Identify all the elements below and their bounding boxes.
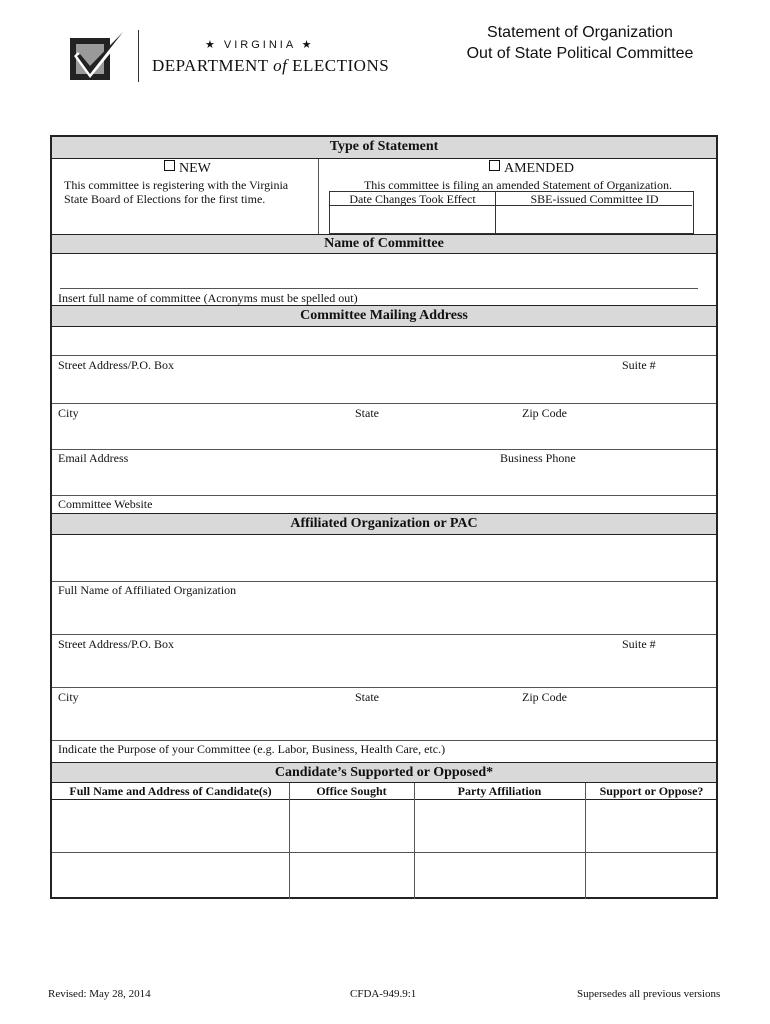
header-divider — [138, 30, 139, 82]
candidates-col-party: Party Affiliation — [457, 784, 542, 798]
mailing-suite-label: Suite # — [622, 358, 656, 372]
virginia-label: ★ VIRGINIA ★ — [205, 39, 315, 51]
affiliated-street-line[interactable] — [52, 634, 716, 635]
virginia-elections-logo — [68, 28, 128, 82]
candidates-heading: Candidate’s Supported or Opposed* — [52, 762, 716, 783]
mailing-email-line[interactable] — [52, 449, 716, 450]
new-description-2: State Board of Elections for the first time. — [64, 192, 266, 206]
mailing-state-label: State — [355, 406, 379, 420]
mailing-website-line[interactable] — [52, 495, 716, 496]
candidates-divider-2 — [414, 783, 415, 899]
candidates-col-support: Support or Oppose? — [599, 784, 704, 798]
statement-form — [50, 135, 718, 899]
affiliated-zip-label: Zip Code — [522, 690, 567, 704]
new-checkbox[interactable] — [164, 160, 175, 171]
mailing-street-line[interactable] — [52, 355, 716, 356]
mailing-phone-label: Business Phone — [500, 451, 576, 465]
amended-option[interactable]: AMENDED — [489, 160, 574, 177]
affiliated-suite-label: Suite # — [622, 637, 656, 651]
mailing-zip-label: Zip Code — [522, 406, 567, 420]
amended-description: This committee is filing an amended Statement of Organization. — [363, 178, 673, 192]
form-title-line1: Statement of Organization — [487, 24, 673, 41]
amended-checkbox[interactable] — [489, 160, 500, 171]
date-changes-label: Date Changes Took Effect — [349, 192, 476, 206]
committee-name-instruction: Insert full name of committee (Acronyms must be spelled out) — [58, 291, 358, 305]
affiliated-city-label: City — [58, 690, 79, 704]
mailing-website-label: Committee Website — [58, 497, 153, 511]
new-description-1: This committee is registering with the Virginia — [64, 178, 289, 192]
department-name: DEPARTMENT of ELECTIONS — [152, 56, 390, 75]
candidates-row-1[interactable] — [52, 852, 716, 853]
affiliated-heading: Affiliated Organization or PAC — [52, 513, 716, 535]
candidates-header-line — [52, 799, 716, 800]
committee-id-label: SBE-issued Committee ID — [530, 192, 659, 206]
candidates-col-office: Office Sought — [316, 784, 387, 798]
mailing-email-label: Email Address — [58, 451, 129, 465]
affiliated-purpose-line[interactable] — [52, 740, 716, 741]
form-title-line2: Out of State Political Committee — [466, 45, 694, 62]
revised-date: Revised: May 28, 2014 — [48, 988, 151, 1000]
mailing-street-label: Street Address/P.O. Box — [58, 358, 175, 372]
new-option[interactable]: NEW — [164, 160, 211, 177]
affiliated-state-label: State — [355, 690, 379, 704]
mailing-city-label: City — [58, 406, 79, 420]
affiliated-purpose-label: Indicate the Purpose of your Committee (e.g. Labor, Business, Health Care, etc.) — [58, 742, 446, 756]
affiliated-city-line[interactable] — [52, 687, 716, 688]
committee-name-input[interactable] — [60, 288, 698, 289]
candidates-col-name: Full Name and Address of Candidate(s) — [69, 784, 272, 798]
mailing-city-line[interactable] — [52, 403, 716, 404]
candidates-divider-3 — [585, 783, 586, 899]
name-of-committee-heading: Name of Committee — [52, 234, 716, 254]
mailing-address-heading: Committee Mailing Address — [52, 305, 716, 327]
supersedes-note: Supersedes all previous versions — [577, 988, 721, 1000]
type-of-statement-heading: Type of Statement — [52, 137, 716, 159]
affiliated-name-line[interactable] — [52, 581, 716, 582]
type-divider — [318, 159, 319, 234]
affiliated-name-label: Full Name of Affiliated Organization — [58, 583, 237, 597]
affiliated-street-label: Street Address/P.O. Box — [58, 637, 175, 651]
form-number: CFDA-949.9:1 — [350, 988, 417, 1000]
candidates-divider-1 — [289, 783, 290, 899]
